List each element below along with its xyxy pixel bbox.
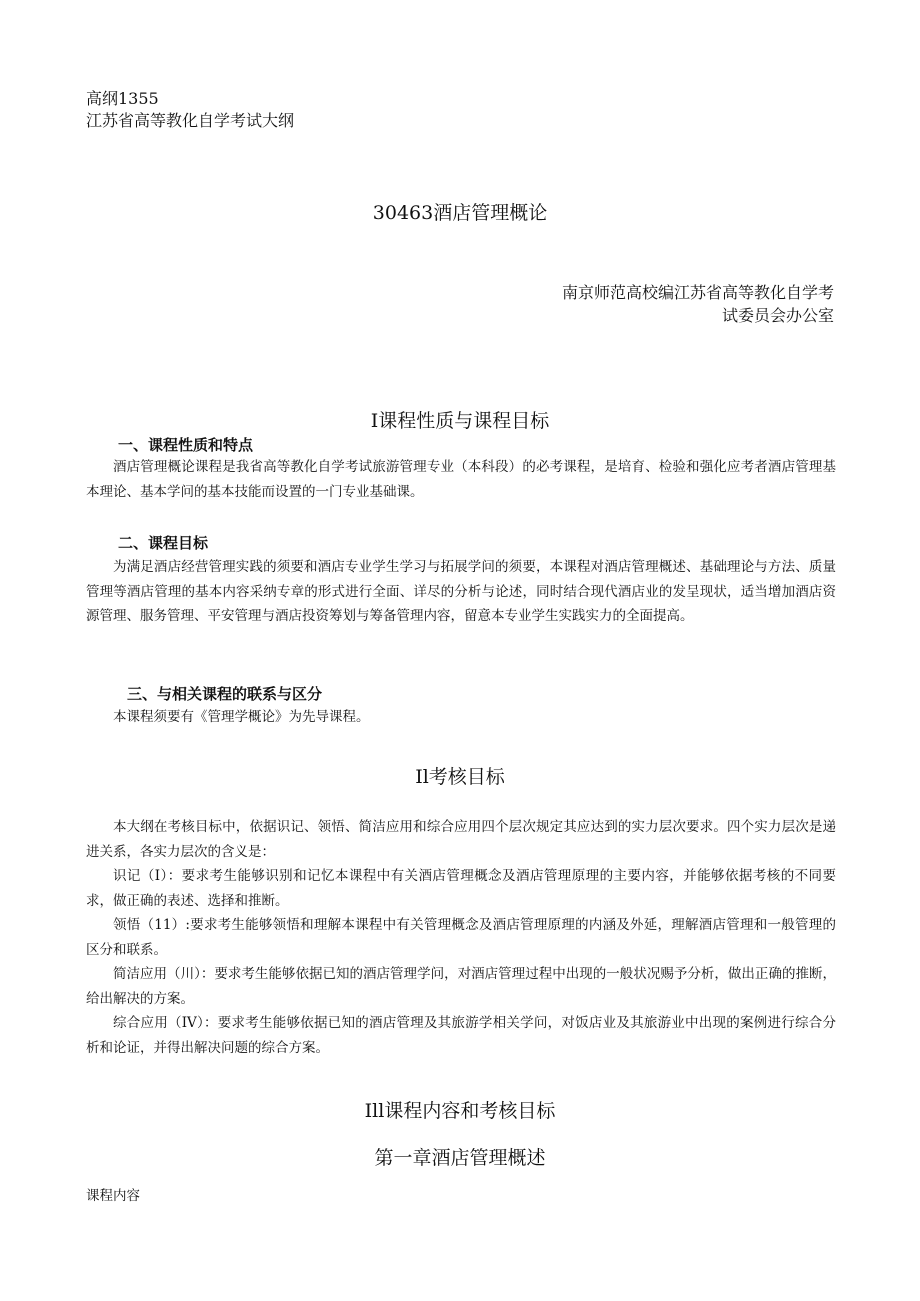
section3-heading: 三、与相关课程的联系与区分	[127, 685, 323, 703]
part2-heading: Il考核目标	[415, 766, 505, 788]
part2-body	[86, 815, 836, 1060]
content-label: 课程内容	[86, 1188, 140, 1204]
org-title: 江苏省高等教化自学考试大纲	[86, 111, 295, 130]
part3-heading: Ill课程内容和考核目标	[364, 1100, 556, 1122]
section1-paragraph	[86, 455, 836, 504]
section2-text: 为满足酒店经营管理实践的须要和酒店专业学生学习与拓展学问的须要，本课程对酒店管理概述、基础理论与方法、质量管理等酒店管理的基本内容采纳专章的形式进行全面、详尽的分析与论述，同时结合现代酒店业的发呈现状，适当增加酒店资源管理、服务管理、平安管理与酒店投资筹划与筹备管理内容，留意本专业学生实践实力的全面提高。	[86, 559, 836, 624]
part1-heading: I课程性质与课程目标	[370, 410, 550, 432]
doc-code: 高纲1355	[86, 89, 159, 108]
chapter1-heading: 第一章酒店管理概述	[374, 1147, 546, 1169]
section3-text: 本课程须要有《管理学概论》为先导课程。	[113, 709, 370, 725]
section1-heading: 一、课程性质和特点	[118, 436, 254, 454]
publisher-line-1: 南京师范高校编江苏省高等教化自学考	[561, 283, 834, 302]
level4-text: 综合应用（IV）：要求考生能够依据已知的酒店管理及其旅游学相关学问，对饭店业及其旅游业中出现的案例进行综合分析和论证，并得出解决问题的综合方案。	[86, 1015, 836, 1056]
section2-paragraph	[86, 555, 836, 629]
section2-heading: 二、课程目标	[118, 534, 209, 552]
level3-text: 简洁应用（川）：要求考生能够依据已知的酒店管理学问，对酒店管理过程中出现的一般状况赐予分析，做出正确的推断，给出解决的方案。	[86, 966, 836, 1007]
level1-text: 识记（I）：要求考生能够识别和记忆本课程中有关酒店管理概念及酒店管理原理的主要内容，并能够依据考核的不同要求，做正确的表述、选择和推断。	[86, 868, 836, 909]
course-title: 30463酒店管理概论	[372, 202, 548, 224]
section3-paragraph	[86, 705, 836, 730]
section1-text: 酒店管理概论课程是我省高等教化自学考试旅游管理专业（本科段）的必考课程，是培育、检验和强化应考者酒店管理基本理论、基本学问的基本技能而设置的一门专业基础课。	[86, 459, 836, 500]
part2-intro: 本大纲在考核目标中，依据识记、领悟、简洁应用和综合应用四个层次规定其应达到的实力层次要求。四个实力层次是递进关系，各实力层次的含义是：	[86, 819, 836, 860]
publisher-line-2: 试委员会办公室	[721, 306, 834, 325]
level2-text: 领悟（11）:要求考生能够领悟和理解本课程中有关管理概念及酒店管理原理的内涵及外延，理解酒店管理和一般管理的区分和联系。	[86, 917, 836, 958]
